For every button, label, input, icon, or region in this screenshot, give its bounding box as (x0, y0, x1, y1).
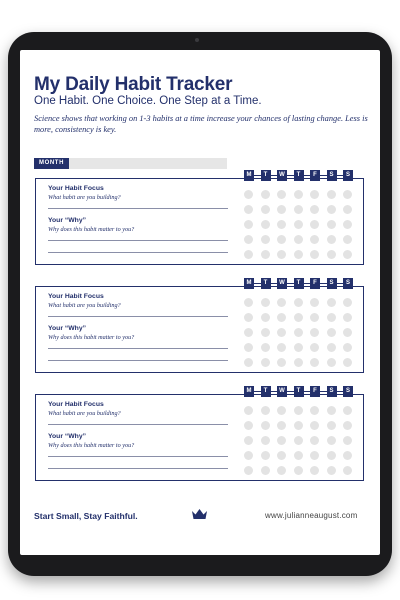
habit-checkbox[interactable] (294, 451, 303, 460)
habit-checkbox[interactable] (261, 406, 270, 415)
habit-checkbox[interactable] (277, 406, 286, 415)
weekday-label: F (310, 386, 320, 397)
habit-box (35, 394, 364, 481)
habit-checkbox[interactable] (244, 190, 253, 199)
tagline-end: Stay Faithful. (83, 511, 138, 521)
habit-checkbox[interactable] (294, 328, 303, 337)
habit-checkbox[interactable] (277, 421, 286, 430)
habit-checkbox[interactable] (343, 313, 352, 322)
habit-checkbox[interactable] (244, 436, 253, 445)
habit-checkbox[interactable] (261, 421, 270, 430)
weekday-label: S (327, 386, 337, 397)
weekday-label: W (277, 386, 287, 397)
habit-checkbox[interactable] (277, 343, 286, 352)
habit-block-3 (20, 386, 380, 486)
habit-checkbox[interactable] (244, 406, 253, 415)
habit-checkbox[interactable] (310, 436, 319, 445)
habit-checkbox[interactable] (327, 190, 336, 199)
habit-checkbox[interactable] (277, 451, 286, 460)
habit-focus-question: What habit are you building? (48, 410, 121, 417)
habit-checkbox[interactable] (310, 313, 319, 322)
habit-focus-line[interactable] (48, 208, 228, 209)
habit-checkbox[interactable] (261, 190, 270, 199)
habit-focus-question: What habit are you building? (48, 302, 121, 309)
website-link[interactable]: www.julianneaugust.com (265, 511, 358, 520)
habit-checkbox[interactable] (294, 466, 303, 475)
habit-box (35, 286, 364, 373)
habit-checkbox[interactable] (277, 190, 286, 199)
weekday-label: W (277, 278, 287, 289)
weekday-label: S (343, 386, 353, 397)
habit-checkbox[interactable] (294, 421, 303, 430)
habit-checkbox[interactable] (310, 358, 319, 367)
habit-checkbox[interactable] (310, 451, 319, 460)
habit-checkbox[interactable] (310, 250, 319, 259)
weekday-label: M (244, 170, 254, 181)
habit-focus-label: Your Habit Focus (48, 293, 104, 300)
habit-checkbox[interactable] (327, 328, 336, 337)
habit-checkbox[interactable] (343, 343, 352, 352)
habit-checkbox-grid (244, 289, 359, 369)
habit-checkbox[interactable] (343, 250, 352, 259)
weekday-label: F (310, 170, 320, 181)
habit-checkbox[interactable] (327, 235, 336, 244)
weekday-label: M (244, 278, 254, 289)
habit-block-2 (20, 278, 380, 378)
habit-checkbox[interactable] (310, 343, 319, 352)
habit-checkbox[interactable] (310, 205, 319, 214)
habit-checkbox[interactable] (327, 313, 336, 322)
habit-checkbox[interactable] (294, 313, 303, 322)
habit-checkbox[interactable] (310, 328, 319, 337)
month-label: MONTH (34, 158, 69, 169)
habit-checkbox[interactable] (261, 343, 270, 352)
habit-checkbox[interactable] (261, 436, 270, 445)
habit-focus-line[interactable] (48, 424, 228, 425)
habit-checkbox[interactable] (327, 343, 336, 352)
habit-checkbox[interactable] (294, 190, 303, 199)
habit-checkbox[interactable] (244, 220, 253, 229)
weekday-label: T (261, 278, 271, 289)
habit-checkbox[interactable] (294, 358, 303, 367)
habit-checkbox[interactable] (327, 451, 336, 460)
habit-checkbox[interactable] (277, 436, 286, 445)
habit-checkbox[interactable] (327, 421, 336, 430)
habit-checkbox[interactable] (294, 220, 303, 229)
habit-checkbox[interactable] (343, 205, 352, 214)
why-label: Your “Why” (48, 325, 87, 332)
habit-checkbox[interactable] (261, 298, 270, 307)
habit-checkbox[interactable] (310, 466, 319, 475)
why-line-1[interactable] (48, 456, 228, 457)
habit-checkbox[interactable] (294, 235, 303, 244)
habit-checkbox[interactable] (244, 466, 253, 475)
habit-block-1 (20, 170, 380, 270)
habit-checkbox[interactable] (327, 205, 336, 214)
habit-checkbox[interactable] (327, 250, 336, 259)
habit-checkbox[interactable] (277, 313, 286, 322)
habit-checkbox[interactable] (244, 421, 253, 430)
weekday-label: S (327, 170, 337, 181)
habit-checkbox[interactable] (343, 298, 352, 307)
habit-checkbox[interactable] (261, 235, 270, 244)
weekday-label: W (277, 170, 287, 181)
habit-checkbox[interactable] (277, 220, 286, 229)
intro-text: Science shows that working on 1-3 habits at a time increase your chances of lasting change. Less is more, consistency is key. (34, 114, 368, 134)
why-question: Why does this habit matter to you? (48, 334, 135, 341)
habit-checkbox[interactable] (343, 436, 352, 445)
habit-focus-label: Your Habit Focus (48, 401, 104, 408)
habit-checkbox[interactable] (327, 466, 336, 475)
habit-checkbox[interactable] (310, 406, 319, 415)
why-line-2[interactable] (48, 360, 228, 361)
habit-checkbox[interactable] (310, 190, 319, 199)
habit-checkbox[interactable] (294, 298, 303, 307)
habit-checkbox[interactable] (261, 466, 270, 475)
habit-checkbox[interactable] (277, 358, 286, 367)
habit-checkbox[interactable] (294, 250, 303, 259)
weekday-label: T (261, 170, 271, 181)
habit-checkbox[interactable] (277, 250, 286, 259)
camera-dot (195, 38, 199, 42)
habit-checkbox[interactable] (294, 436, 303, 445)
weekday-label: S (343, 278, 353, 289)
crown-icon (191, 508, 208, 520)
weekday-label: T (261, 386, 271, 397)
page-title: My Daily Habit Tracker (34, 74, 233, 95)
habit-checkbox[interactable] (343, 190, 352, 199)
why-question: Why does this habit matter to you? (48, 226, 135, 233)
habit-checkbox[interactable] (261, 220, 270, 229)
why-line-2[interactable] (48, 252, 228, 253)
habit-checkbox[interactable] (327, 358, 336, 367)
habit-checkbox[interactable] (294, 343, 303, 352)
habit-checkbox[interactable] (244, 343, 253, 352)
habit-checkbox[interactable] (277, 328, 286, 337)
weekday-label: T (294, 170, 304, 181)
habit-checkbox-grid (244, 181, 359, 261)
tracker-page (20, 50, 380, 555)
page-subtitle: One Habit. One Choice. One Step at a Time. (34, 95, 262, 107)
habit-checkbox[interactable] (327, 406, 336, 415)
habit-checkbox[interactable] (327, 220, 336, 229)
habit-checkbox[interactable] (343, 358, 352, 367)
habit-checkbox[interactable] (343, 220, 352, 229)
habit-checkbox[interactable] (261, 205, 270, 214)
habit-focus-question: What habit are you building? (48, 194, 121, 201)
weekday-label: F (310, 278, 320, 289)
habit-checkbox[interactable] (343, 328, 352, 337)
habit-checkbox[interactable] (343, 466, 352, 475)
habit-checkbox[interactable] (343, 235, 352, 244)
weekday-label: S (343, 170, 353, 181)
habit-checkbox[interactable] (343, 421, 352, 430)
habit-checkbox[interactable] (244, 328, 253, 337)
habit-checkbox[interactable] (310, 220, 319, 229)
habit-checkbox[interactable] (294, 406, 303, 415)
habit-checkbox[interactable] (244, 451, 253, 460)
habit-checkbox[interactable] (277, 466, 286, 475)
habit-checkbox[interactable] (261, 451, 270, 460)
habit-checkbox[interactable] (244, 313, 253, 322)
habit-checkbox[interactable] (310, 235, 319, 244)
tagline-start: Start Small, (34, 511, 84, 521)
habit-checkbox[interactable] (327, 436, 336, 445)
footer-tagline (34, 511, 138, 521)
habit-checkbox[interactable] (277, 298, 286, 307)
habit-checkbox[interactable] (261, 358, 270, 367)
habit-checkbox[interactable] (244, 205, 253, 214)
habit-focus-line[interactable] (48, 316, 228, 317)
habit-checkbox[interactable] (244, 250, 253, 259)
habit-focus-label: Your Habit Focus (48, 185, 104, 192)
habit-checkbox[interactable] (310, 298, 319, 307)
habit-checkbox[interactable] (310, 421, 319, 430)
habit-checkbox[interactable] (244, 358, 253, 367)
habit-checkbox[interactable] (294, 205, 303, 214)
why-question: Why does this habit matter to you? (48, 442, 135, 449)
weekday-label: M (244, 386, 254, 397)
why-line-1[interactable] (48, 348, 228, 349)
habit-checkbox[interactable] (244, 298, 253, 307)
why-label: Your “Why” (48, 433, 87, 440)
why-line-1[interactable] (48, 240, 228, 241)
why-label: Your “Why” (48, 217, 87, 224)
habit-checkbox[interactable] (277, 235, 286, 244)
habit-checkbox[interactable] (277, 205, 286, 214)
habit-checkbox-grid (244, 397, 359, 477)
weekday-label: S (327, 278, 337, 289)
weekday-label: T (294, 278, 304, 289)
why-line-2[interactable] (48, 468, 228, 469)
habit-checkbox[interactable] (327, 298, 336, 307)
habit-checkbox[interactable] (261, 313, 270, 322)
habit-checkbox[interactable] (261, 250, 270, 259)
habit-checkbox[interactable] (244, 235, 253, 244)
habit-checkbox[interactable] (343, 451, 352, 460)
habit-checkbox[interactable] (343, 406, 352, 415)
habit-checkbox[interactable] (261, 328, 270, 337)
weekday-label: T (294, 386, 304, 397)
habit-box (35, 178, 364, 265)
